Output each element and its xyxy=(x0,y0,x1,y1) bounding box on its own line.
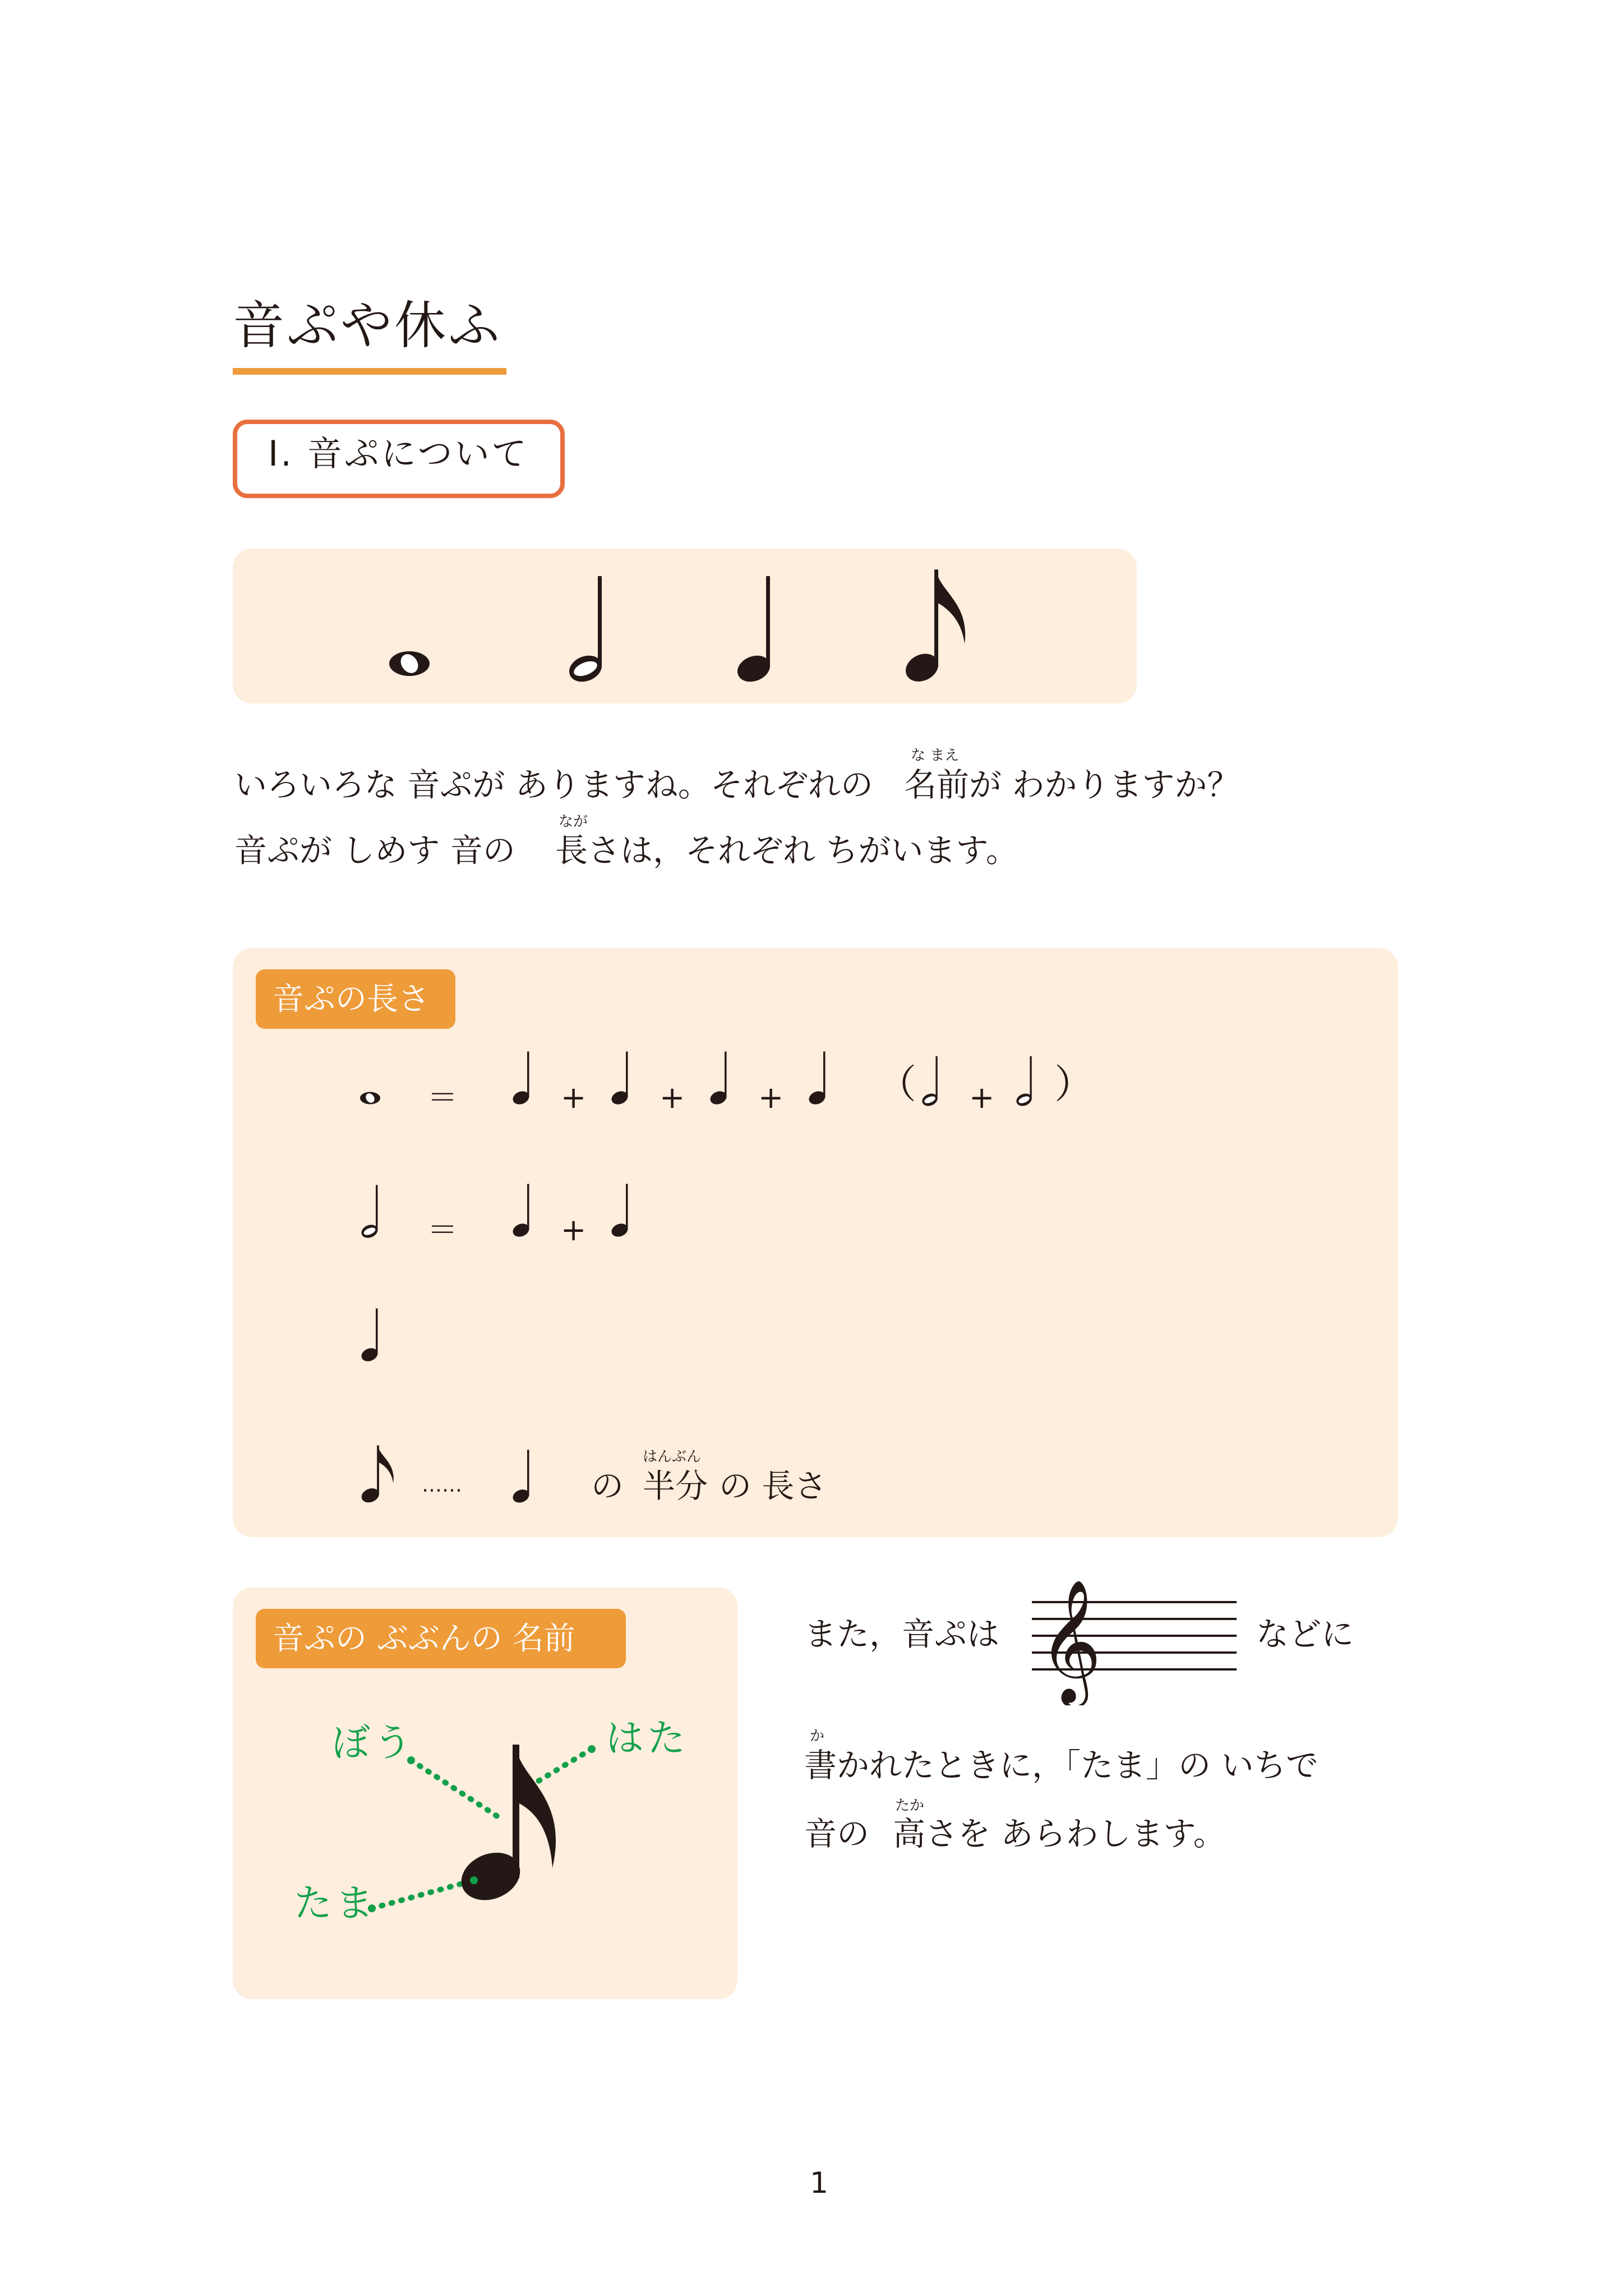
staff-line2-b: かれたときに，「たま」の いちで xyxy=(837,1746,1318,1784)
half-text-b: の 長さ xyxy=(719,1467,827,1505)
title-underline xyxy=(233,368,506,375)
plus-sign: + xyxy=(660,1080,685,1115)
ellipsis: …… xyxy=(422,1474,462,1497)
quarter-note-icon xyxy=(709,1050,728,1106)
half-note-icon xyxy=(921,1055,939,1108)
staff-line1-a: また，音ぷは xyxy=(804,1615,1000,1653)
quarter-note-icon xyxy=(610,1050,630,1106)
head-label: たま xyxy=(294,1881,377,1926)
treble-clef-staff xyxy=(1026,1576,1239,1705)
intro-word-naga: 長 xyxy=(555,831,588,869)
section-heading: I. 音ぷについて xyxy=(268,433,529,474)
half-note-icon xyxy=(566,573,606,685)
ruby-naga: なが xyxy=(559,813,588,830)
eighth-note-icon xyxy=(360,1444,399,1504)
plus-sign: + xyxy=(969,1080,995,1115)
staff-line3-b: さを あらわします。 xyxy=(925,1815,1226,1853)
paren-close: ） xyxy=(1054,1061,1094,1107)
quarter-note-icon xyxy=(511,1182,531,1239)
staff-word-ka: 書 xyxy=(804,1746,837,1784)
plus-sign: + xyxy=(758,1080,784,1115)
quarter-note-icon xyxy=(511,1448,531,1504)
plus-sign: + xyxy=(561,1080,587,1115)
intro-line1-b: が わかりますか？ xyxy=(969,766,1240,804)
staff-line3-a: 音の xyxy=(804,1815,870,1853)
quarter-note-icon xyxy=(808,1050,827,1106)
page-number: 1 xyxy=(810,2166,829,2200)
flag-label: はた xyxy=(606,1717,689,1761)
whole-note-icon xyxy=(387,650,432,678)
staff-line1-b: などに xyxy=(1256,1615,1354,1653)
stem-label: ぼう xyxy=(332,1721,416,1765)
flag-leader-line xyxy=(536,1749,592,1783)
half-note-icon xyxy=(360,1184,380,1240)
half-word: 半分 xyxy=(643,1467,708,1505)
ruby-ka: か xyxy=(810,1728,825,1745)
head-leader-line xyxy=(372,1880,474,1908)
note-length-panel xyxy=(233,948,1398,1537)
quarter-note-icon xyxy=(735,573,774,685)
whole-note-icon xyxy=(359,1091,381,1105)
quarter-note-icon xyxy=(610,1182,630,1239)
equals-sign: ＝ xyxy=(427,1212,458,1248)
note-length-tag: 音ぷの長さ xyxy=(256,969,455,1029)
half-note-icon xyxy=(1015,1055,1034,1108)
intro-word-namae: 名前 xyxy=(904,766,970,804)
paren-open: （ xyxy=(877,1061,916,1107)
ruby-namae: な まえ xyxy=(911,747,960,764)
staff-word-taka: 高 xyxy=(893,1815,926,1853)
treble-clef-icon: 𝄞 xyxy=(1039,1579,1102,1703)
page-title: 音ぷや休ふ xyxy=(233,296,502,356)
note-parts-tag: 音ぷの ぶぶんの 名前 xyxy=(256,1609,626,1668)
quarter-note-icon xyxy=(360,1307,380,1363)
intro-line2-b: さは，それぞれ ちがいます。 xyxy=(588,831,1018,869)
stem-leader-line xyxy=(411,1760,499,1818)
eighth-note-icon xyxy=(454,1745,556,1908)
eighth-note-icon xyxy=(903,567,976,685)
half-text-a: の xyxy=(591,1467,624,1505)
intro-line2-a: 音ぷが しめす 音の xyxy=(234,831,515,869)
ruby-taka: たか xyxy=(895,1797,925,1814)
ruby-hanbun: はんぶん xyxy=(643,1448,702,1465)
plus-sign: + xyxy=(561,1212,587,1248)
notes-panel xyxy=(233,549,1137,703)
quarter-note-icon xyxy=(511,1050,531,1106)
intro-line1-a: いろいろな 音ぷが ありますね。それぞれの xyxy=(234,766,873,804)
equals-sign: ＝ xyxy=(427,1080,458,1115)
